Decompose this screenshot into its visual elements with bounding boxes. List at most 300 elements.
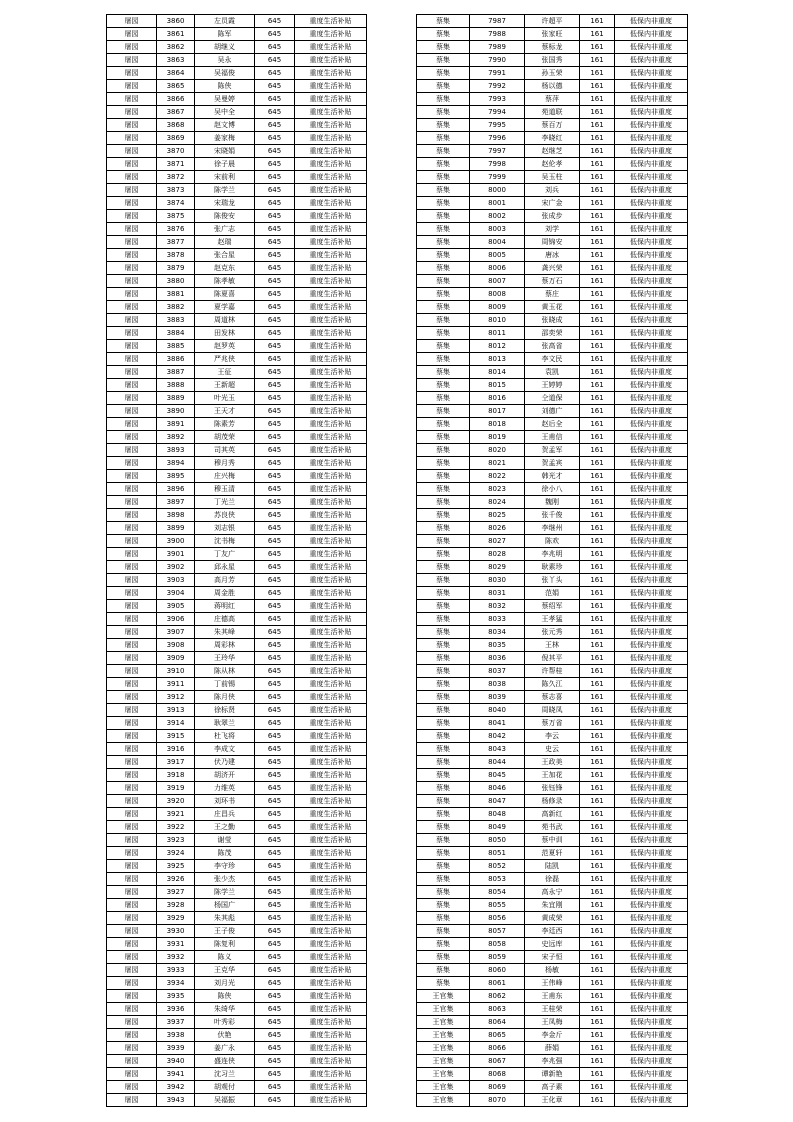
cell-town: 蔡集 (417, 15, 470, 28)
cell-id: 3883 (157, 314, 195, 327)
cell-town: 屠园 (107, 782, 157, 795)
cell-name: 王孝猛 (525, 613, 580, 626)
cell-town: 屠园 (107, 405, 157, 418)
cell-id: 8047 (470, 795, 525, 808)
cell-amount: 645 (255, 1042, 295, 1055)
cell-name: 宋前利 (195, 171, 255, 184)
table-row (107, 600, 367, 613)
cell-amount: 161 (580, 236, 615, 249)
cell-amount: 161 (580, 574, 615, 587)
table-row (107, 587, 367, 600)
cell-town: 蔡集 (417, 522, 470, 535)
cell-amount: 645 (255, 353, 295, 366)
cell-id: 8048 (470, 808, 525, 821)
cell-category: 低保内非重度 (615, 990, 688, 1003)
cell-category: 重度生活补贴 (295, 288, 367, 301)
cell-name: 唐冰 (525, 249, 580, 262)
cell-amount: 161 (580, 457, 615, 470)
cell-category: 低保内非重度 (615, 418, 688, 431)
cell-category: 低保内非重度 (615, 275, 688, 288)
cell-town: 蔡集 (417, 548, 470, 561)
cell-category: 低保内非重度 (615, 639, 688, 652)
cell-amount: 161 (580, 158, 615, 171)
table-row (107, 1068, 367, 1081)
cell-amount: 645 (255, 613, 295, 626)
table-row (417, 938, 688, 951)
cell-name: 张晓成 (525, 314, 580, 327)
cell-amount: 161 (580, 938, 615, 951)
cell-town: 蔡集 (417, 769, 470, 782)
cell-town: 屠园 (107, 184, 157, 197)
cell-town: 蔡集 (417, 730, 470, 743)
table-row (107, 1042, 367, 1055)
cell-category: 低保内非重度 (615, 327, 688, 340)
cell-name: 赵继芝 (525, 145, 580, 158)
cell-town: 屠园 (107, 899, 157, 912)
cell-category: 低保内非重度 (615, 522, 688, 535)
cell-id: 8029 (470, 561, 525, 574)
cell-category: 重度生活补贴 (295, 574, 367, 587)
cell-name: 吴福振 (195, 1094, 255, 1107)
cell-id: 3918 (157, 769, 195, 782)
cell-category: 重度生活补贴 (295, 847, 367, 860)
cell-amount: 161 (580, 652, 615, 665)
cell-amount: 161 (580, 171, 615, 184)
table-row (107, 106, 367, 119)
table-row (107, 977, 367, 990)
table-row (107, 548, 367, 561)
cell-amount: 645 (255, 236, 295, 249)
cell-category: 重度生活补贴 (295, 457, 367, 470)
cell-category: 重度生活补贴 (295, 769, 367, 782)
cell-town: 蔡集 (417, 977, 470, 990)
cell-town: 蔡集 (417, 717, 470, 730)
table-row (107, 262, 367, 275)
cell-town: 屠园 (107, 470, 157, 483)
cell-amount: 161 (580, 756, 615, 769)
cell-town: 屠园 (107, 951, 157, 964)
cell-name: 张成步 (525, 210, 580, 223)
cell-amount: 161 (580, 964, 615, 977)
cell-category: 低保内非重度 (615, 80, 688, 93)
cell-name: 胡观付 (195, 1081, 255, 1094)
cell-category: 低保内非重度 (615, 93, 688, 106)
cell-category: 重度生活补贴 (295, 912, 367, 925)
table-row (417, 483, 688, 496)
table-row (417, 314, 688, 327)
table-row (417, 470, 688, 483)
cell-amount: 645 (255, 15, 295, 28)
table-row (107, 1055, 367, 1068)
table-row (417, 249, 688, 262)
table-row (107, 119, 367, 132)
cell-category: 重度生活补贴 (295, 834, 367, 847)
cell-category: 低保内非重度 (615, 314, 688, 327)
table-row (417, 340, 688, 353)
cell-id: 8066 (470, 1042, 525, 1055)
cell-amount: 161 (580, 93, 615, 106)
cell-town: 屠园 (107, 353, 157, 366)
cell-id: 3861 (157, 28, 195, 41)
cell-category: 低保内非重度 (615, 1042, 688, 1055)
cell-id: 3872 (157, 171, 195, 184)
cell-amount: 161 (580, 80, 615, 93)
cell-name: 宋广金 (525, 197, 580, 210)
cell-name: 贺孟宾 (525, 457, 580, 470)
cell-name: 蔡中训 (525, 834, 580, 847)
cell-category: 低保内非重度 (615, 15, 688, 28)
cell-town: 蔡集 (417, 392, 470, 405)
cell-id: 3937 (157, 1016, 195, 1029)
cell-name: 吴玉柱 (525, 171, 580, 184)
cell-amount: 645 (255, 496, 295, 509)
cell-name: 蔡庄 (525, 288, 580, 301)
cell-category: 低保内非重度 (615, 626, 688, 639)
cell-category: 低保内非重度 (615, 1055, 688, 1068)
cell-name: 吴福俊 (195, 67, 255, 80)
cell-amount: 645 (255, 639, 295, 652)
cell-amount: 161 (580, 483, 615, 496)
cell-name: 胡茂荣 (195, 431, 255, 444)
cell-name: 张家旺 (525, 28, 580, 41)
cell-id: 3921 (157, 808, 195, 821)
cell-id: 3903 (157, 574, 195, 587)
cell-town: 屠园 (107, 821, 157, 834)
table-row (417, 548, 688, 561)
cell-id: 3901 (157, 548, 195, 561)
cell-amount: 645 (255, 808, 295, 821)
cell-amount: 645 (255, 210, 295, 223)
table-row (107, 483, 367, 496)
cell-category: 低保内非重度 (615, 769, 688, 782)
cell-name: 王玲华 (195, 652, 255, 665)
cell-town: 蔡集 (417, 587, 470, 600)
cell-category: 低保内非重度 (615, 119, 688, 132)
table-row (417, 301, 688, 314)
cell-name: 陈侠 (195, 990, 255, 1003)
cell-id: 8043 (470, 743, 525, 756)
cell-category: 低保内非重度 (615, 912, 688, 925)
cell-category: 重度生活补贴 (295, 717, 367, 730)
cell-id: 3938 (157, 1029, 195, 1042)
table-row (417, 665, 688, 678)
cell-amount: 161 (580, 782, 615, 795)
cell-town: 屠园 (107, 717, 157, 730)
table-row (417, 444, 688, 457)
cell-amount: 161 (580, 405, 615, 418)
cell-category: 重度生活补贴 (295, 1003, 367, 1016)
cell-id: 8064 (470, 1016, 525, 1029)
cell-town: 屠园 (107, 15, 157, 28)
cell-name: 李兆强 (525, 1055, 580, 1068)
cell-name: 陈义 (195, 951, 255, 964)
cell-amount: 645 (255, 1055, 295, 1068)
cell-name: 陈欢 (525, 535, 580, 548)
table-row (107, 327, 367, 340)
table-row (107, 197, 367, 210)
table-row (107, 379, 367, 392)
cell-town: 屠园 (107, 847, 157, 860)
table-row (417, 262, 688, 275)
cell-name: 杨敏 (525, 964, 580, 977)
cell-town: 蔡集 (417, 535, 470, 548)
cell-amount: 161 (580, 444, 615, 457)
table-row (417, 236, 688, 249)
cell-amount: 161 (580, 899, 615, 912)
cell-amount: 161 (580, 275, 615, 288)
cell-town: 蔡集 (417, 964, 470, 977)
cell-name: 王桂荣 (525, 1003, 580, 1016)
cell-category: 重度生活补贴 (295, 379, 367, 392)
cell-category: 低保内非重度 (615, 184, 688, 197)
cell-name: 孙玉荣 (525, 67, 580, 80)
cell-id: 8012 (470, 340, 525, 353)
cell-category: 低保内非重度 (615, 1094, 688, 1107)
cell-town: 屠园 (107, 197, 157, 210)
cell-amount: 161 (580, 860, 615, 873)
table-row (417, 756, 688, 769)
cell-town: 屠园 (107, 1016, 157, 1029)
table-row (107, 626, 367, 639)
cell-id: 3895 (157, 470, 195, 483)
cell-amount: 645 (255, 223, 295, 236)
table-row (107, 93, 367, 106)
table-row (417, 106, 688, 119)
cell-id: 3925 (157, 860, 195, 873)
cell-amount: 645 (255, 288, 295, 301)
cell-id: 8000 (470, 184, 525, 197)
table-row (417, 743, 688, 756)
cell-amount: 645 (255, 522, 295, 535)
cell-town: 蔡集 (417, 275, 470, 288)
cell-town: 蔡集 (417, 327, 470, 340)
cell-amount: 161 (580, 379, 615, 392)
table-row (107, 561, 367, 574)
cell-town: 蔡集 (417, 574, 470, 587)
cell-category: 低保内非重度 (615, 704, 688, 717)
cell-name: 邱永星 (195, 561, 255, 574)
cell-name: 力维英 (195, 782, 255, 795)
table-row (417, 678, 688, 691)
cell-id: 8036 (470, 652, 525, 665)
cell-amount: 161 (580, 795, 615, 808)
cell-name: 杜飞将 (195, 730, 255, 743)
cell-name: 周道林 (195, 314, 255, 327)
cell-id: 8053 (470, 873, 525, 886)
cell-id: 3871 (157, 158, 195, 171)
cell-name: 许帮桂 (525, 665, 580, 678)
cell-name: 司其英 (195, 444, 255, 457)
cell-id: 3931 (157, 938, 195, 951)
cell-name: 陈茂 (195, 847, 255, 860)
table-row (417, 405, 688, 418)
cell-id: 8065 (470, 1029, 525, 1042)
cell-amount: 645 (255, 600, 295, 613)
cell-amount: 161 (580, 704, 615, 717)
cell-id: 7999 (470, 171, 525, 184)
table-row (417, 1003, 688, 1016)
cell-amount: 645 (255, 275, 295, 288)
cell-town: 王官集 (417, 1029, 470, 1042)
subsidy-table-left (106, 14, 367, 1107)
table-row (417, 912, 688, 925)
cell-id: 8010 (470, 314, 525, 327)
cell-amount: 645 (255, 990, 295, 1003)
cell-town: 屠园 (107, 665, 157, 678)
table-row (417, 184, 688, 197)
table-row (107, 808, 367, 821)
cell-name: 徐子晨 (195, 158, 255, 171)
cell-amount: 645 (255, 1016, 295, 1029)
cell-name: 仝道保 (525, 392, 580, 405)
cell-amount: 161 (580, 1068, 615, 1081)
table-row (107, 470, 367, 483)
cell-name: 苑道联 (525, 106, 580, 119)
table-row (417, 171, 688, 184)
cell-name: 王甫信 (525, 431, 580, 444)
cell-name: 陈学兰 (195, 886, 255, 899)
cell-amount: 161 (580, 834, 615, 847)
cell-town: 屠园 (107, 236, 157, 249)
cell-town: 蔡集 (417, 691, 470, 704)
table-row (417, 54, 688, 67)
table-row (417, 80, 688, 93)
cell-amount: 645 (255, 951, 295, 964)
table-row (417, 847, 688, 860)
cell-name: 高新红 (525, 808, 580, 821)
cell-amount: 161 (580, 808, 615, 821)
cell-amount: 645 (255, 678, 295, 691)
cell-amount: 161 (580, 106, 615, 119)
cell-name: 王凤梅 (525, 1016, 580, 1029)
cell-amount: 161 (580, 886, 615, 899)
cell-id: 8005 (470, 249, 525, 262)
table-row (417, 769, 688, 782)
cell-name: 蔡万石 (525, 275, 580, 288)
cell-amount: 645 (255, 483, 295, 496)
cell-id: 8024 (470, 496, 525, 509)
cell-town: 蔡集 (417, 262, 470, 275)
cell-category: 重度生活补贴 (295, 1094, 367, 1107)
cell-town: 屠园 (107, 652, 157, 665)
cell-category: 低保内非重度 (615, 1029, 688, 1042)
cell-town: 蔡集 (417, 457, 470, 470)
table-row (417, 639, 688, 652)
cell-id: 8060 (470, 964, 525, 977)
cell-town: 蔡集 (417, 509, 470, 522)
cell-name: 蔡万省 (525, 717, 580, 730)
cell-amount: 161 (580, 977, 615, 990)
cell-town: 蔡集 (417, 951, 470, 964)
cell-id: 3914 (157, 717, 195, 730)
cell-category: 低保内非重度 (615, 730, 688, 743)
cell-amount: 645 (255, 1081, 295, 1094)
cell-category: 重度生活补贴 (295, 951, 367, 964)
cell-id: 8063 (470, 1003, 525, 1016)
cell-town: 屠园 (107, 132, 157, 145)
table-row (107, 15, 367, 28)
cell-name: 吴永 (195, 54, 255, 67)
cell-name: 薛娟 (525, 1042, 580, 1055)
cell-category: 重度生活补贴 (295, 93, 367, 106)
table-row (417, 392, 688, 405)
cell-category: 低保内非重度 (615, 41, 688, 54)
cell-id: 7988 (470, 28, 525, 41)
table-row (107, 158, 367, 171)
cell-town: 蔡集 (417, 197, 470, 210)
cell-category: 低保内非重度 (615, 132, 688, 145)
cell-category: 低保内非重度 (615, 574, 688, 587)
cell-amount: 161 (580, 548, 615, 561)
cell-name: 陈俊安 (195, 210, 255, 223)
cell-name: 谭新艳 (525, 1068, 580, 1081)
cell-town: 屠园 (107, 873, 157, 886)
cell-town: 蔡集 (417, 288, 470, 301)
cell-name: 李廷西 (525, 925, 580, 938)
cell-name: 田发林 (195, 327, 255, 340)
cell-amount: 161 (580, 1029, 615, 1042)
cell-town: 屠园 (107, 912, 157, 925)
cell-id: 3917 (157, 756, 195, 769)
cell-id: 8034 (470, 626, 525, 639)
cell-category: 低保内非重度 (615, 340, 688, 353)
cell-category: 重度生活补贴 (295, 340, 367, 353)
cell-id: 8051 (470, 847, 525, 860)
cell-town: 蔡集 (417, 158, 470, 171)
cell-town: 蔡集 (417, 80, 470, 93)
cell-amount: 161 (580, 54, 615, 67)
cell-town: 王官集 (417, 1003, 470, 1016)
cell-town: 屠园 (107, 990, 157, 1003)
cell-amount: 645 (255, 418, 295, 431)
table-row (107, 782, 367, 795)
cell-id: 7992 (470, 80, 525, 93)
cell-amount: 161 (580, 249, 615, 262)
cell-town: 屠园 (107, 509, 157, 522)
cell-amount: 161 (580, 717, 615, 730)
cell-town: 蔡集 (417, 119, 470, 132)
cell-id: 3942 (157, 1081, 195, 1094)
cell-name: 姜家梅 (195, 132, 255, 145)
cell-id: 8052 (470, 860, 525, 873)
cell-name: 黄玉花 (525, 301, 580, 314)
cell-name: 沈书梅 (195, 535, 255, 548)
table-row (107, 171, 367, 184)
table-row (417, 886, 688, 899)
cell-name: 魏刚 (525, 496, 580, 509)
cell-category: 重度生活补贴 (295, 80, 367, 93)
cell-name: 蔡萍 (525, 93, 580, 106)
cell-town: 屠园 (107, 626, 157, 639)
cell-id: 3933 (157, 964, 195, 977)
cell-category: 低保内非重度 (615, 782, 688, 795)
cell-name: 杨以德 (525, 80, 580, 93)
cell-name: 李守珍 (195, 860, 255, 873)
table-row (107, 522, 367, 535)
cell-category: 重度生活补贴 (295, 392, 367, 405)
cell-town: 蔡集 (417, 236, 470, 249)
cell-amount: 161 (580, 366, 615, 379)
cell-id: 8042 (470, 730, 525, 743)
cell-town: 屠园 (107, 145, 157, 158)
table-row (107, 288, 367, 301)
cell-amount: 645 (255, 1094, 295, 1107)
cell-category: 低保内非重度 (615, 158, 688, 171)
table-row (417, 41, 688, 54)
table-row (107, 145, 367, 158)
table-row (417, 457, 688, 470)
cell-category: 重度生活补贴 (295, 275, 367, 288)
